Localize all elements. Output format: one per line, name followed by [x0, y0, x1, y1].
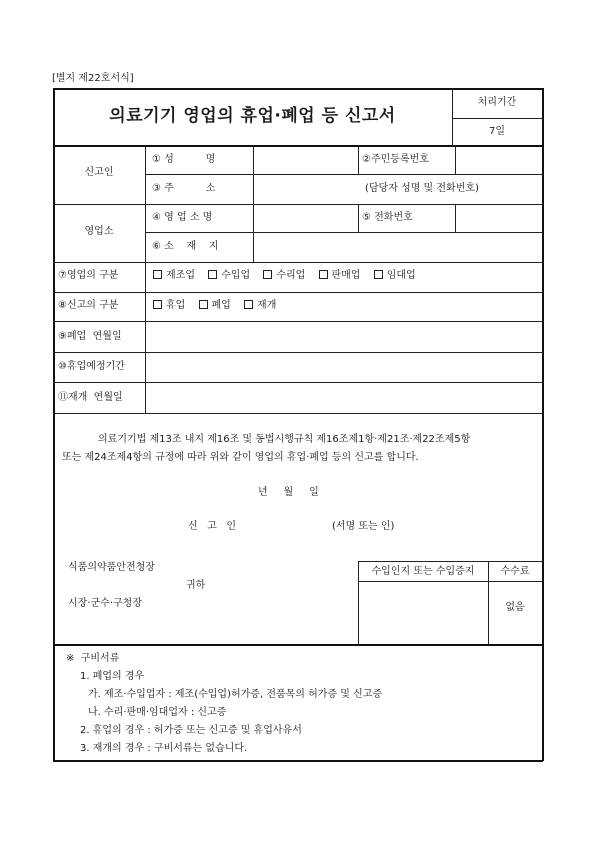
- report-type-option[interactable]: 폐업: [199, 300, 231, 311]
- checkbox-icon: [208, 270, 217, 279]
- docs-item: 2. 휴업의 경우 : 허가증 또는 신고증 및 휴업사유서: [80, 725, 302, 736]
- declaration-line-1: 의료기기법 제13조 내지 제16조 및 동법시행규칙 제16조제1항·제21조·제22조제5항: [98, 434, 471, 445]
- checkbox-icon: [199, 300, 208, 309]
- checkbox-icon: [319, 270, 328, 279]
- resume-date-field[interactable]: [146, 383, 541, 412]
- reporter-address-label: ③ 주 소: [152, 183, 216, 194]
- checkbox-icon: [244, 300, 253, 309]
- business-type-option[interactable]: 제조업: [153, 270, 195, 281]
- declaration-date: 년 월 일: [258, 487, 319, 498]
- docs-header: ※ 구비서류: [66, 653, 120, 664]
- business-location-label: ⑥ 소 재 지: [152, 241, 219, 252]
- business-type-option[interactable]: 판매업: [319, 270, 361, 281]
- fee-value: 없음: [505, 602, 525, 613]
- fee-label: 수수료: [500, 566, 530, 577]
- resume-date-label: ⑪재개 연월일: [58, 392, 123, 403]
- report-type-option[interactable]: 휴업: [153, 300, 185, 311]
- business-phone-label: ⑤ 전화번호: [362, 212, 413, 223]
- checkbox-icon: [153, 270, 162, 279]
- signer-label: 신 고 인: [188, 521, 237, 532]
- reporter-rrn-label: ②주민등록번호: [362, 154, 429, 165]
- recipient-line-1: 식품의약품안전청장: [68, 562, 155, 573]
- docs-item: 나. 수리·판매·임대업자 : 신고증: [88, 707, 227, 718]
- business-location-field[interactable]: [254, 233, 541, 261]
- business-name-label: ④ 영 업 소 명: [152, 212, 213, 223]
- reporter-contact-label: (담당자 성명 및 전화번호): [365, 183, 479, 194]
- checkbox-icon: [153, 300, 162, 309]
- processing-period-label: 처리기간: [477, 97, 517, 108]
- declaration-line-2: 또는 제24조제4항의 규정에 따라 위와 같이 영업의 휴업·폐업 등의 신고를 합니다.: [62, 452, 419, 463]
- docs-item: 1. 폐업의 경우: [80, 671, 145, 682]
- signature-field[interactable]: [240, 517, 328, 535]
- report-type-option[interactable]: 재개: [244, 300, 276, 311]
- business-type-label: ⑦영업의 구분: [58, 270, 119, 281]
- report-type-label: ⑧신고의 구분: [58, 300, 119, 311]
- business-name-field[interactable]: [254, 205, 357, 231]
- checkbox-icon: [263, 270, 272, 279]
- reporter-name-field[interactable]: [254, 146, 357, 173]
- signature-note: (서명 또는 인): [332, 521, 395, 532]
- form-number: [별지 제22호서식]: [52, 73, 134, 84]
- report-type-options: [153, 300, 286, 312]
- reporter-name-label: ① 성 명: [152, 154, 216, 165]
- reporter-label: 신고인: [84, 167, 114, 178]
- business-type-option[interactable]: 임대업: [374, 270, 416, 281]
- business-type-option[interactable]: 수리업: [263, 270, 305, 281]
- form-title: 의료기기 영업의 휴업·폐업 등 신고서: [109, 106, 396, 126]
- recipient-line-3: 시장·군수·구청장: [68, 598, 142, 609]
- docs-item: 3. 재개의 경우 : 구비서류는 없습니다.: [80, 743, 248, 754]
- processing-period-value: 7일: [488, 126, 506, 137]
- closure-date-field[interactable]: [146, 322, 541, 351]
- business-type-option[interactable]: 수입업: [208, 270, 250, 281]
- suspension-period-label: ⑩휴업예정기간: [58, 361, 125, 372]
- docs-item: 가. 제조·수입업자 : 제조(수입업)허가증, 전품목의 허가증 및 신고증: [88, 689, 383, 700]
- business-phone-field[interactable]: [456, 205, 541, 231]
- reporter-rrn-field[interactable]: [456, 146, 541, 173]
- stamp-box-label: 수입인지 또는 수입증지: [371, 566, 475, 577]
- suspension-period-field[interactable]: [146, 353, 541, 381]
- recipient-honorific: 귀하: [186, 580, 206, 591]
- stamp-box-area[interactable]: [359, 582, 487, 643]
- business-label: 영업소: [84, 226, 114, 237]
- business-type-options: [153, 270, 426, 282]
- closure-date-label: ⑨폐업 연월일: [58, 331, 122, 342]
- checkbox-icon: [374, 270, 383, 279]
